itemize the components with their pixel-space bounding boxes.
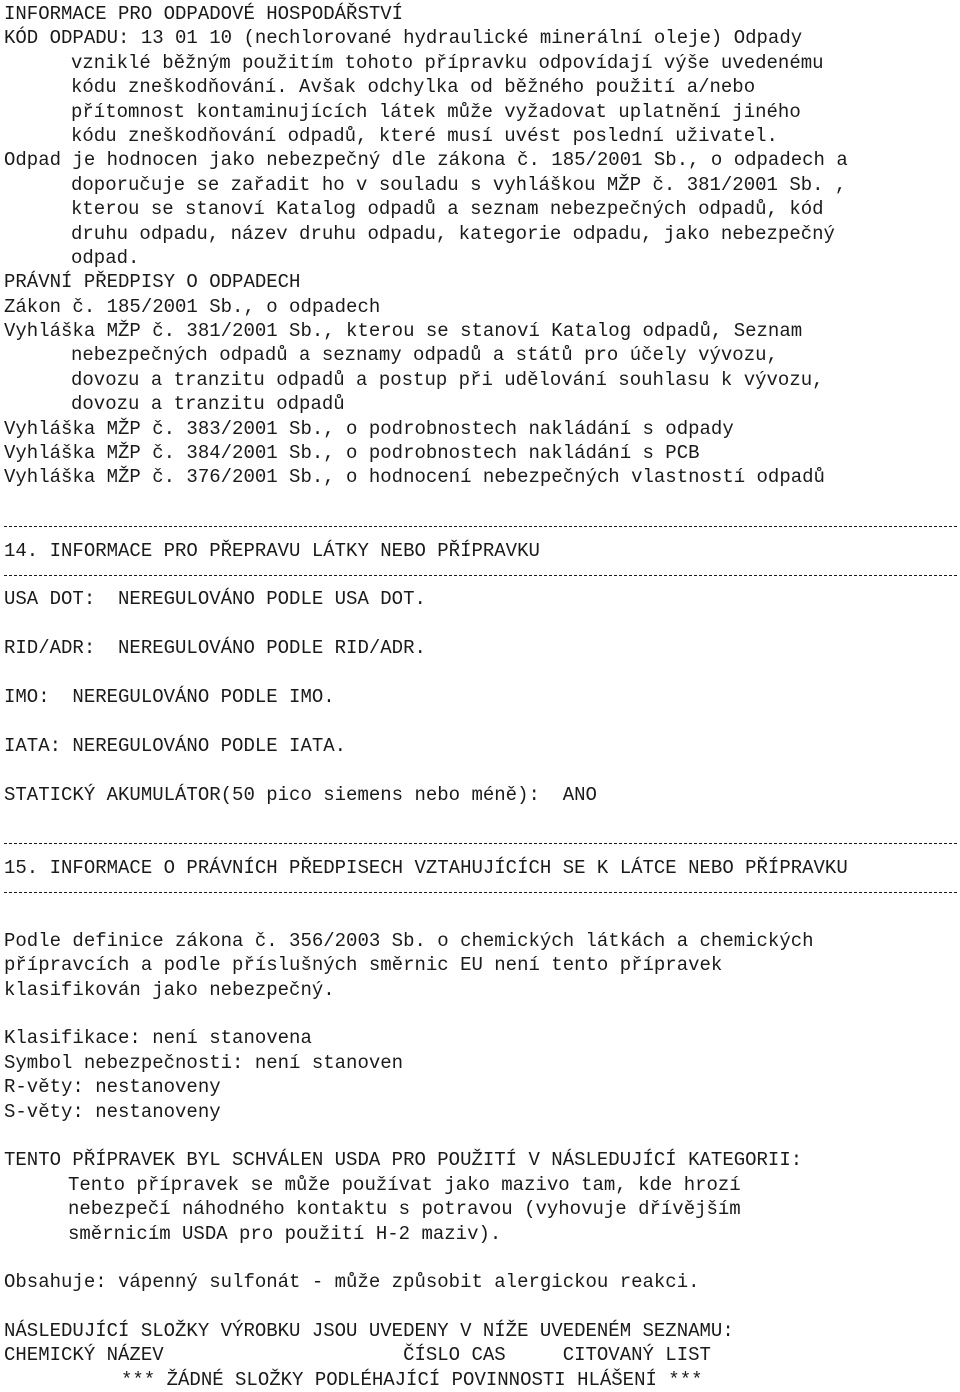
law-item-continuation: nebezpečných odpadů a seznamy odpadů a států pro účely vývozu, [71, 344, 778, 367]
spacer [4, 1246, 960, 1270]
waste-heading: INFORMACE PRO ODPADOVÉ HOSPODÁŘSTVÍ [4, 3, 404, 25]
definition-line: Podle definice zákona č. 356/2003 Sb. o chemických látkách a chemických [4, 929, 814, 952]
usa-dot-line: USA DOT: NEREGULOVÁNO PODLE USA DOT. [4, 588, 426, 611]
spacer [4, 1002, 960, 1026]
law-item-continuation: dovozu a tranzitu odpadů [71, 393, 345, 416]
components-table-header: CHEMICKÝ NÁZEV ČÍSLO CAS CITOVANÝ LIST [4, 1344, 711, 1367]
waste-code-line: kódu zneškodňování. Avšak odchylka od běžného použití a/nebo [71, 76, 756, 99]
waste-evaluation-line: odpad. [71, 246, 140, 269]
usda-heading: TENTO PŘÍPRAVEK BYL SCHVÁLEN USDA PRO POUŽITÍ V NÁSLEDUJÍCÍ KATEGORII: [4, 1149, 803, 1172]
legal-heading: PRÁVNÍ PŘEDPISY O ODPADECH [4, 271, 301, 294]
usda-line: nebezpečí náhodného kontaktu s potravou (vyhovuje dřívějším [68, 1198, 741, 1221]
waste-evaluation-line: kterou se stanoví Katalog odpadů a seznam nebezpečných odpadů, kód [71, 198, 824, 221]
components-heading: NÁSLEDUJÍCÍ SLOŽKY VÝROBKU JSOU UVEDENY V NÍŽE UVEDENÉM SEZNAMU: [4, 1320, 734, 1343]
hazard-symbol-line: Symbol nebezpečnosti: není stanoven [4, 1051, 404, 1074]
rid-adr-line: RID/ADR: NEREGULOVÁNO PODLE RID/ADR. [4, 637, 426, 660]
classification-line: Klasifikace: není stanovena [4, 1027, 312, 1050]
spacer [4, 490, 960, 514]
contains-line: Obsahuje: vápenný sulfonát - může způsobit alergickou reakci. [4, 1271, 700, 1294]
no-components-line: *** ŽÁDNÉ SLOŽKY PODLÉHAJÍCÍ POVINNOSTI HLÁŠENÍ *** [121, 1368, 703, 1391]
waste-code-line: vzniklé běžným použitím tohoto přípravku odpovídají výše uvedenému [71, 51, 824, 74]
usda-line: směrnicím USDA pro použití H-2 maziv). [68, 1222, 502, 1245]
spacer [4, 612, 960, 636]
law-item: Vyhláška MŽP č. 383/2001 Sb., o podrobnostech nakládání s odpady [4, 417, 734, 440]
spacer [4, 709, 960, 733]
section-divider [4, 880, 960, 904]
waste-evaluation-line: druhu odpadu, název druhu odpadu, kategorie odpadu, jako nebezpečný [71, 222, 835, 245]
section-divider [4, 514, 960, 538]
waste-code-line: KÓD ODPADU: 13 01 10 (nechlorované hydraulické minerální oleje) Odpady [4, 27, 803, 50]
section-divider [4, 831, 960, 855]
r-phrases-line: R-věty: nestanoveny [4, 1076, 221, 1099]
waste-evaluation-line: Odpad je hodnocen jako nebezpečný dle zákona č. 185/2001 Sb., o odpadech a [4, 149, 848, 172]
section-15-heading: 15. INFORMACE O PRÁVNÍCH PŘEDPISECH VZTAHUJÍCÍCH SE K LÁTCE NEBO PŘÍPRAVKU [4, 856, 848, 879]
section-divider [4, 563, 960, 587]
law-item: Zákon č. 185/2001 Sb., o odpadech [4, 295, 381, 318]
imo-line: IMO: NEREGULOVÁNO PODLE IMO. [4, 685, 335, 708]
waste-code-line: přítomnost kontaminujících látek může vyžadovat uplatnění jiného [71, 100, 801, 123]
law-item: Vyhláška MŽP č. 384/2001 Sb., o podrobnostech nakládání s PCB [4, 442, 700, 465]
law-item-continuation: dovozu a tranzitu odpadů a postup při udělování souhlasu k vývozu, [71, 368, 824, 391]
static-accumulator-line: STATICKÝ AKUMULÁTOR(50 pico siemens nebo méně): ANO [4, 783, 597, 806]
section-14-heading: 14. INFORMACE PRO PŘEPRAVU LÁTKY NEBO PŘÍPRAVKU [4, 539, 540, 562]
document-page [4, 2, 960, 1392]
definition-line: klasifikován jako nebezpečný. [4, 978, 335, 1001]
waste-evaluation-line: doporučuje se zařadit ho v souladu s vyhláškou MŽP č. 381/2001 Sb. , [71, 173, 847, 196]
usda-line: Tento přípravek se může používat jako mazivo tam, kde hrozí [68, 1173, 741, 1196]
law-item: Vyhláška MŽP č. 376/2001 Sb., o hodnocení nebezpečných vlastností odpadů [4, 466, 825, 489]
spacer [4, 1124, 960, 1148]
law-item: Vyhláška MŽP č. 381/2001 Sb., kterou se stanoví Katalog odpadů, Seznam [4, 320, 803, 343]
definition-line: přípravcích a podle příslušných směrnic EU není tento přípravek [4, 954, 723, 977]
spacer [4, 904, 960, 928]
s-phrases-line: S-věty: nestanoveny [4, 1100, 221, 1123]
spacer [4, 661, 960, 685]
waste-code-line: kódu zneškodňování odpadů, které musí uvést poslední uživatel. [71, 124, 778, 147]
spacer [4, 758, 960, 782]
spacer [4, 807, 960, 831]
spacer [4, 1295, 960, 1319]
iata-line: IATA: NEREGULOVÁNO PODLE IATA. [4, 734, 347, 757]
